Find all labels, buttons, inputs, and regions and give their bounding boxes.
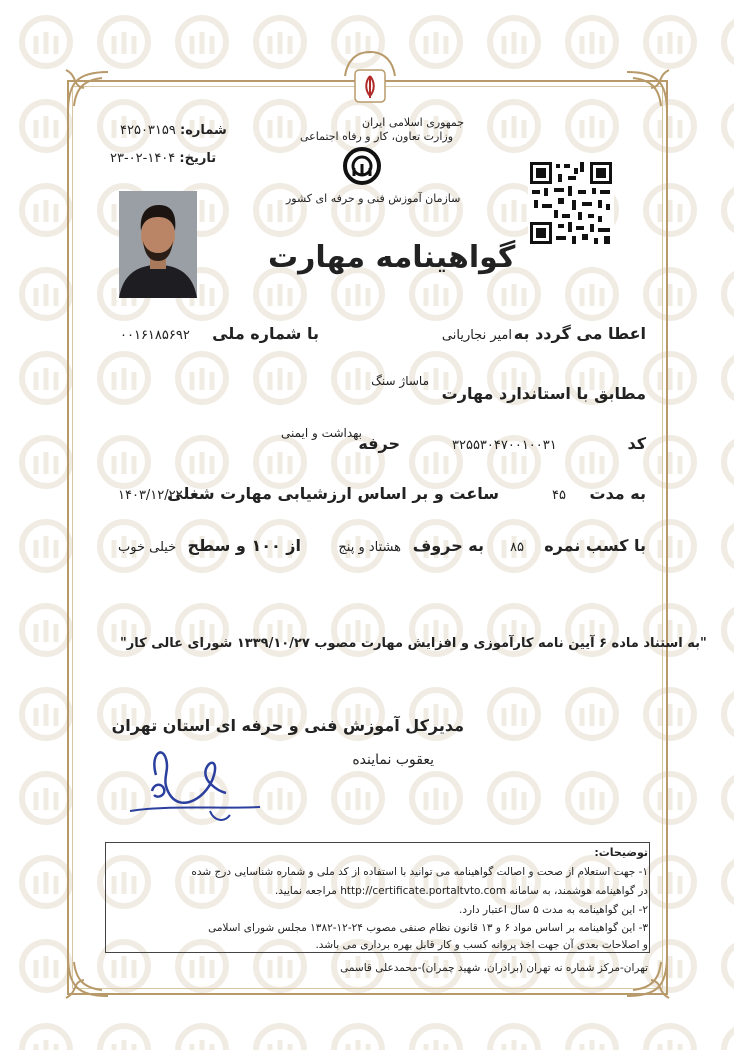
legal-basis: "به استناد ماده ۶ آیین نامه کارآموزی و افزایش مهارت مصوب ۱۳۳۹/۱۰/۲۷ شورای عالی کار" bbox=[120, 636, 707, 651]
holder-photo bbox=[119, 191, 197, 298]
awarded-label: اعطا می گردد به bbox=[513, 324, 646, 343]
trade-label: حرفه bbox=[358, 434, 400, 453]
corner-ornament-bottom-left bbox=[58, 946, 118, 1006]
signature-icon bbox=[126, 735, 266, 830]
duration-text: ساعت و بر اساس ارزشیابی مهارت شغلی bbox=[167, 484, 499, 503]
number-label: شماره: bbox=[180, 123, 227, 138]
footer-address: تهران-مرکز شماره نه تهران (برادران، شهید چمران)-محمدعلی قاسمی bbox=[340, 962, 648, 974]
max-level-label: از ۱۰۰ و سطح bbox=[187, 536, 301, 555]
number-value: ۴۲۵۰۳۱۵۹ bbox=[120, 123, 176, 138]
date-label: تاریخ: bbox=[179, 151, 217, 166]
iran-emblem-icon bbox=[335, 48, 405, 108]
organization-text: سازمان آموزش فنی و حرفه ای کشور bbox=[286, 192, 461, 205]
national-id-value: ۰۰۱۶۱۸۵۶۹۲ bbox=[120, 328, 190, 343]
duration-label: به مدت bbox=[589, 484, 646, 503]
note-line: در گواهینامه هوشمند، به سامانه http://certificate.portaltvto.com مراجعه نمایید. bbox=[274, 885, 648, 897]
code-value: ۳۲۵۵۳۰۴۷۰۰۱۰۰۳۱ bbox=[452, 438, 557, 453]
score-value: ۸۵ bbox=[510, 540, 524, 555]
note-line: و اصلاحات بعدی آن جهت اخذ پروانه کسب و کار قابل بهره برداری می باشد. bbox=[315, 939, 648, 951]
notes-box bbox=[105, 842, 650, 953]
standard-value: ماساژ سنگ bbox=[371, 374, 429, 388]
duration-value: ۴۵ bbox=[552, 488, 566, 503]
standard-label: مطابق با استاندارد مهارت bbox=[441, 384, 646, 403]
ministry-text: وزارت تعاون، کار و رفاه اجتماعی bbox=[300, 130, 454, 143]
notes-heading: توضیحات: bbox=[594, 846, 648, 859]
qr-code bbox=[528, 160, 614, 246]
note-line: ۱- جهت استعلام از صحت و اصالت گواهینامه می توانید با استفاده از کد ملی و شماره شناسایی درج شده bbox=[191, 866, 648, 878]
signatory-name: یعقوب نماینده bbox=[352, 752, 434, 768]
in-letters-label: به حروف bbox=[412, 536, 484, 555]
date-value: ۱۴۰۴-۰۲-۲۳ bbox=[110, 151, 176, 166]
holder-name: امیر نجاریانی bbox=[441, 328, 512, 343]
issue-date: ۱۴۰۳/۱۲/۲۲ bbox=[118, 488, 183, 503]
corner-ornament-bottom-right bbox=[617, 946, 677, 1006]
corner-ornament-top-left bbox=[58, 62, 118, 122]
note-line: ۳- این گواهینامه بر اساس مواد ۶ و ۱۳ قانون نظام صنفی مصوب ۲۴-۱۲-۱۳۸۲ مجلس شورای اسلامی bbox=[208, 922, 648, 934]
score-letters: هشتاد و پنج bbox=[338, 540, 401, 555]
code-label: کد bbox=[627, 434, 646, 453]
certificate-title: گواهینامه مهارت bbox=[268, 240, 516, 275]
corner-ornament-top-right bbox=[617, 62, 677, 122]
republic-text: جمهوری اسلامی ایران bbox=[362, 116, 465, 129]
certificate-number bbox=[120, 123, 227, 138]
signatory-title: مدیرکل آموزش فنی و حرفه ای استان تهران bbox=[111, 716, 464, 735]
tvto-logo-icon bbox=[340, 146, 384, 186]
certificate-date bbox=[110, 151, 216, 166]
trade-value: بهداشت و ایمنی bbox=[281, 426, 362, 440]
score-label: با کسب نمره bbox=[544, 536, 646, 555]
note-line: ۲- این گواهینامه به مدت ۵ سال اعتبار دارد. bbox=[459, 904, 648, 916]
national-id-label: با شماره ملی bbox=[212, 324, 319, 343]
level-value: خیلی خوب bbox=[118, 540, 177, 555]
